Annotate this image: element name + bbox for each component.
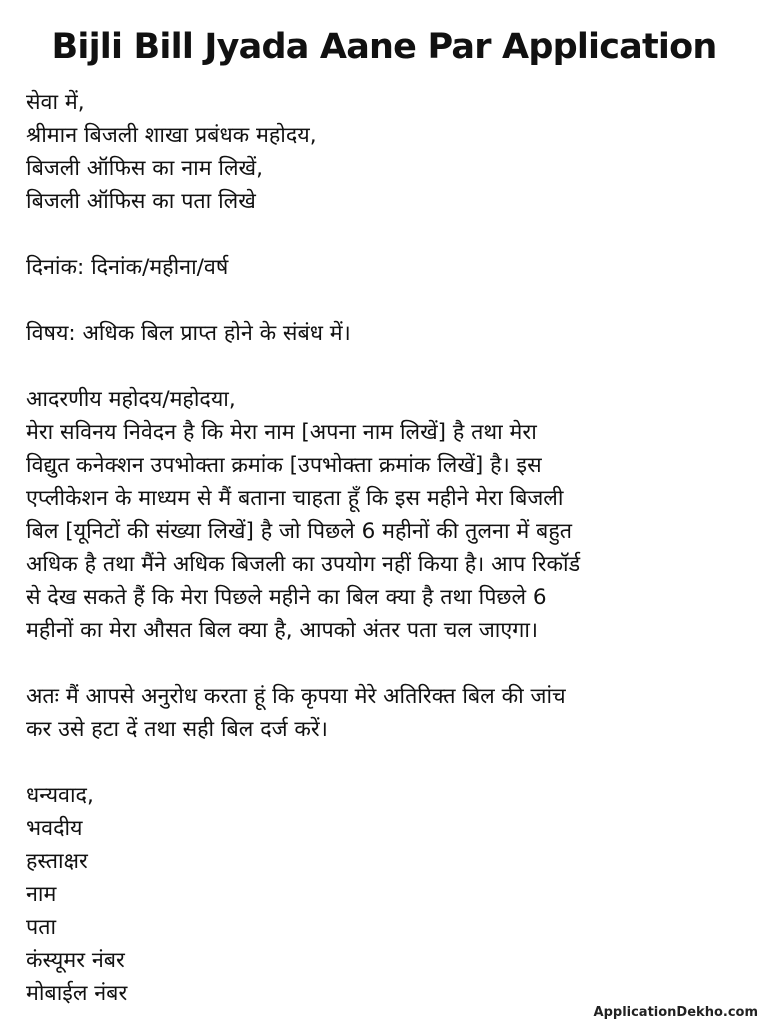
address-line: बिजली ऑफिस का नाम लिखें, — [26, 156, 263, 181]
paragraph-line: महीनों का मेरा औसत बिल क्या है, आपको अंतर पता चल जाएगा। — [26, 618, 539, 643]
closing-line: धन्यवाद, — [26, 783, 94, 808]
closing-line: कंस्यूमर नंबर — [26, 948, 125, 973]
paragraph-line: अतः मैं आपसे अनुरोध करता हूं कि कृपया मेरे अतिरिक्त बिल की जांच — [26, 684, 566, 709]
address-line: बिजली ऑफिस का पता लिखे — [26, 189, 256, 214]
paragraph-line: बिल [यूनिटों की संख्या लिखें] है जो पिछले 6 महीनों की तुलना में बहुत — [26, 519, 572, 544]
spacer — [26, 746, 756, 779]
address-line: श्रीमान बिजली शाखा प्रबंधक महोदय, — [26, 123, 317, 148]
document-title: Bijli Bill Jyada Aane Par Application — [51, 27, 717, 67]
watermark: ApplicationDekho.com — [593, 1005, 758, 1020]
closing-line: पता — [26, 915, 57, 940]
paragraph-line: अधिक है तथा मैंने अधिक बिजली का उपयोग नहीं किया है। आप रिकॉर्ड — [26, 552, 581, 577]
body-paragraph — [26, 416, 756, 647]
spacer — [26, 218, 756, 251]
closing-line: मोबाईल नंबर — [26, 981, 128, 1006]
paragraph-line: कर उसे हटा दें तथा सही बिल दर्ज करें। — [26, 717, 328, 742]
address-block — [26, 86, 756, 218]
date-line: दिनांक: दिनांक/महीना/वर्ष — [26, 255, 229, 280]
spacer — [26, 647, 756, 680]
address-line: सेवा में, — [26, 90, 85, 115]
closing-line: भवदीय — [26, 816, 83, 841]
spacer — [26, 284, 756, 317]
letter-body — [26, 86, 756, 1010]
closing-line: नाम — [26, 882, 57, 907]
request-paragraph — [26, 680, 756, 746]
paragraph-line: विद्युत कनेक्शन उपभोक्ता क्रमांक [उपभोक्ता क्रमांक लिखें] है। इस — [26, 453, 542, 478]
closing-line: हस्ताक्षर — [26, 849, 88, 874]
subject-line: विषय: अधिक बिल प्राप्त होने के संबंध में। — [26, 321, 351, 346]
paragraph-line: मेरा सविनय निवेदन है कि मेरा नाम [अपना नाम लिखें] है तथा मेरा — [26, 420, 537, 445]
paragraph-line: एप्लीकेशन के माध्यम से मैं बताना चाहता हूँ कि इस महीने मेरा बिजली — [26, 486, 564, 511]
paragraph-line: से देख सकते हैं कि मेरा पिछले महीने का बिल क्या है तथा पिछले 6 — [26, 585, 547, 610]
salutation: आदरणीय महोदय/महोदया, — [26, 387, 236, 412]
closing-block — [26, 779, 756, 1010]
spacer — [26, 350, 756, 383]
